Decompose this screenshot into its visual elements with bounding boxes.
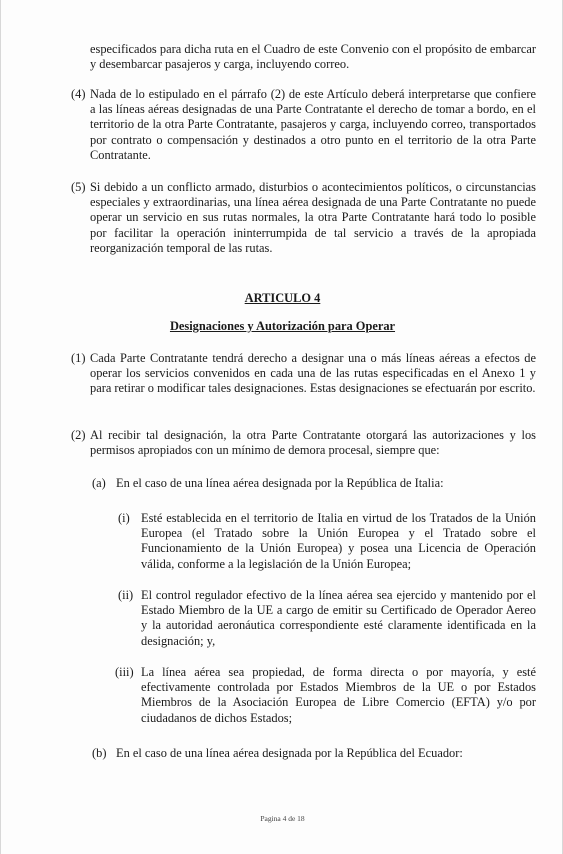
article-4-paragraph-2-number: (2) (71, 428, 86, 442)
item-a-number: (a) (92, 476, 106, 490)
item-b-text: En el caso de una línea aérea designada por la República del Ecuador: (116, 746, 463, 760)
item-a-text: En el caso de una línea aérea designada por la República de Italia: (116, 476, 444, 490)
paragraph-4-number: (4) (71, 87, 86, 101)
sub-item-iii-number: (iii) (115, 665, 134, 679)
sub-item-i-text: Esté establecida en el territorio de Italia en virtud de los Tratados de la Unión Europea (el Tratado sobre la Unión Europea y el Tratado sobre el Funcionamiento de la Unión Europea) y posea una Licencia de Operación válida, conforme a la legislación de la Unión Europea; (141, 511, 536, 571)
paragraph-5-text: Si debido a un conflicto armado, disturbios o acontecimientos políticos, o circunstancias especiales y extraordinarias, una línea aérea designada de una Parte Contratante no puede operar un servicio en sus rutas normales, la otra Parte Contratante hará todo lo posible por facilitar la operación ininterrumpida de tal servicio a través de la apropiada reorganización temporal de las rutas. (90, 180, 536, 255)
article-heading: ARTICULO 4 (244, 291, 321, 305)
article-4-paragraph-2-text: Al recibir tal designación, la otra Parte Contratante otorgará las autorizaciones y los permisos apropiados con un mínimo de demora procesal, siempre que: (90, 428, 536, 458)
intro-paragraph: especificados para dicha ruta en el Cuadro de este Convenio con el propósito de embarcar y desembarcar pasajeros y carga, incluyendo correo. (90, 42, 536, 72)
article-subheading: Designaciones y Autorización para Operar (169, 319, 396, 333)
paragraph-5-number: (5) (71, 180, 86, 194)
sub-item-i-number: (i) (118, 511, 130, 525)
paragraph-4-text: Nada de lo estipulado en el párrafo (2) de este Artículo deberá interpretarse que confiere a las líneas aéreas designadas de una Parte Contratante el derecho de tomar a bordo, en el territorio de la otra Parte Contratante, pasajeros y carga, incluyendo correo, transportados por contrato o compensación y destinados a otro punto en el territorio de la otra Parte Contratante. (90, 87, 536, 162)
article-4-paragraph-1-number: (1) (71, 351, 86, 365)
article-4-paragraph-1-text: Cada Parte Contratante tendrá derecho a designar una o más líneas aéreas a efectos de operar los servicios convenidos en cada una de las rutas especificadas en el Anexo 1 y para retirar o modificar tales designaciones. Estas designaciones se efectuarán por escrito. (90, 351, 536, 396)
sub-item-ii-text: El control regulador efectivo de la línea aérea sea ejercido y mantenido por el Estado Miembro de la UE a cargo de emitir su Certificado de Operador Aereo y la autoridad aeronáutica correspondiente esté claramente identificada en la designación; y, (141, 588, 536, 648)
sub-item-ii-number: (ii) (118, 588, 134, 602)
page-footer: Pagina 4 de 18 (260, 814, 305, 823)
sub-item-iii-text: La línea aérea sea propiedad, de forma directa o por mayoría, y esté efectivamente controlada por Estados Miembros de la UE o por Estados Miembros de la Asociación Europea de Libre Comercio (EFTA) y/o por ciudadanos de dichos Estados; (141, 665, 536, 725)
item-b-number: (b) (92, 746, 107, 760)
